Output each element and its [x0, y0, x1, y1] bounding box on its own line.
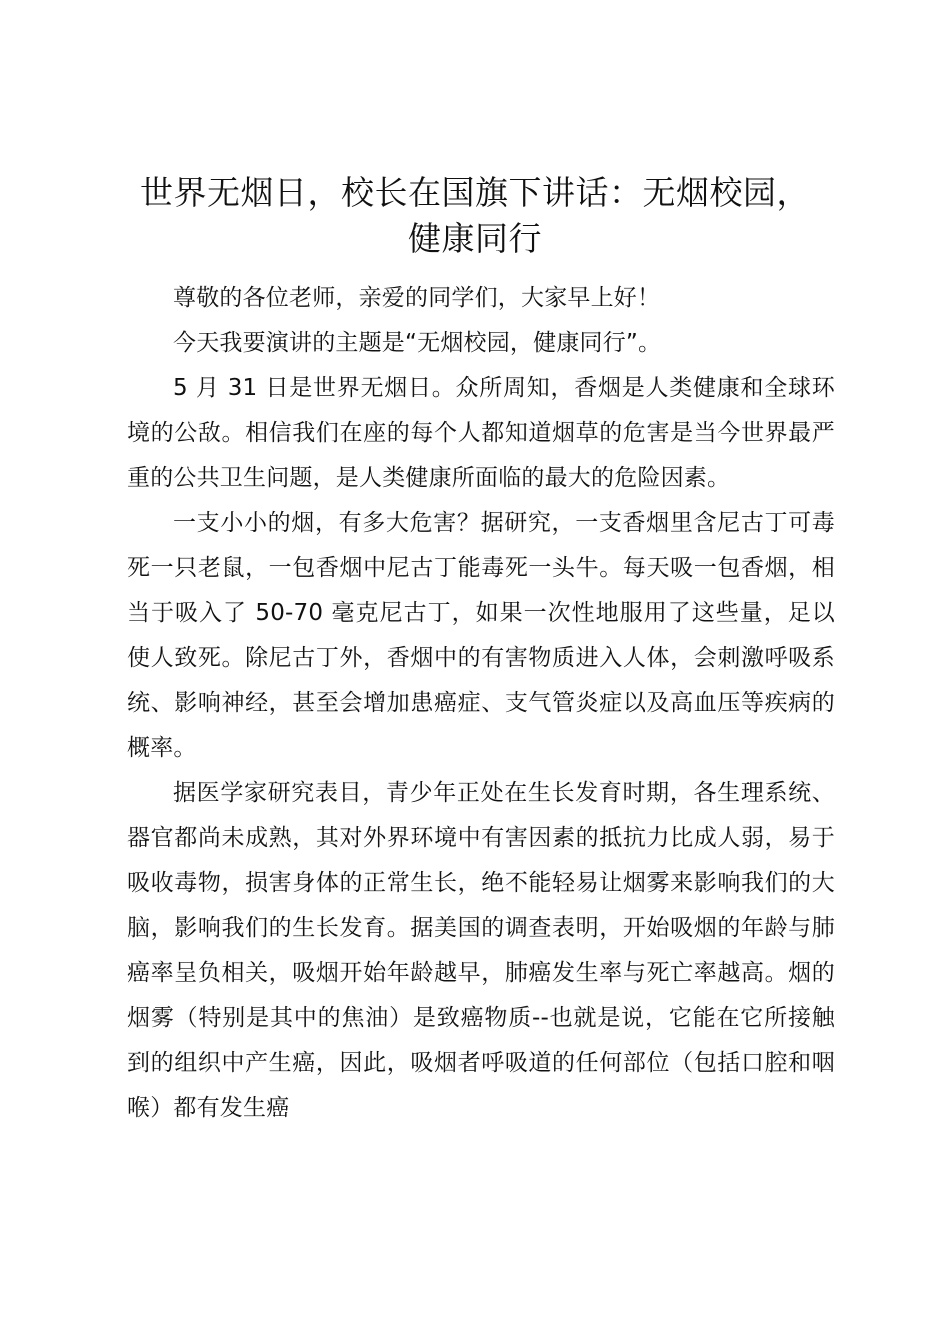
- paragraph-topic: 今天我要演讲的主题是“无烟校园，健康同行”。: [173, 330, 662, 356]
- paragraph-greeting: 尊敬的各位老师，亲爱的同学们，大家早上好！: [173, 285, 661, 311]
- paragraph-world-no-tobacco-day: 5 月 31 日是世界无烟日。众所周知，香烟是人类健康和全球环境的公敌。相信我们在座的每个人都知道烟草的危害是当今世界最严重的公共卫生问题，是人类健康所面临的最大的危险因素。: [127, 375, 835, 491]
- document-title: [110, 170, 840, 262]
- paragraph-nicotine-harm: 一支小小的烟，有多大危害？据研究，一支香烟里含尼古丁可毒死一只老鼠，一包香烟中尼古丁能毒死一头牛。每天吸一包香烟，相当于吸入了 50-70 毫克尼古丁，如果一次性地服用了这些量，足以使人致死。除尼古丁外，香烟中的有害物质进入人体，会刺激呼吸系统、影响神经，甚至会增加患癌症、支气管炎症以及高血压等疾病的概率。: [127, 510, 835, 761]
- title-line-2: 健康同行: [408, 219, 542, 258]
- document-body: [127, 276, 835, 1131]
- paragraph-youth-health: 据医学家研究表目，青少年正处在生长发育时期，各生理系统、器官都尚未成熟，其对外界环境中有害因素的抵抗力比成人弱，易于吸收毒物，损害身体的正常生长，绝不能轻易让烟雾来影响我们的大脑，影响我们的生长发育。据美国的调查表明，开始吸烟的年龄与肺癌率呈负相关，吸烟开始年龄越早，肺癌发生率与死亡率越高。烟的烟雾（特别是其中的焦油）是致癌物质--也就是说，它能在它所接触到的组织中产生癌，因此，吸烟者呼吸道的任何部位（包括口腔和咽喉）都有发生癌: [127, 780, 835, 1121]
- title-line-1: 世界无烟日，校长在国旗下讲话：无烟校园，: [140, 173, 810, 212]
